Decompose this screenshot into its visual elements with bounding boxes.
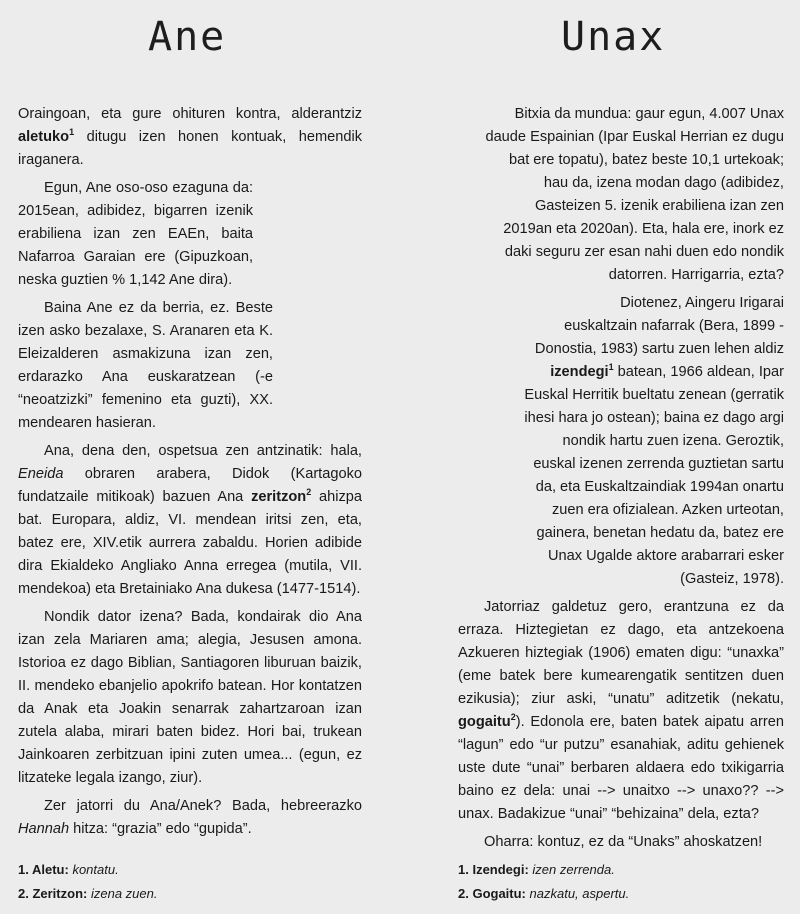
text-run: Nondik dator izena? Bada, kondairak dio Ana izan zela Mariaren ama; alegia, Jesusen amona. Istorioa ez dago Biblian, Santiagoren liburuan baizik, II. mendeko ebanjelio apokrifo batean. Hor kontatzen da Anak eta Joakin senarrak zahartzaroan izan zutela alaba, mirari baten bidez. Hori bai, trukean Jainkoaren zerbitzuan ipini zuten umea... (egun, ez litzateke legala izango, ziur). bbox=[18, 609, 362, 786]
footnote: 2. Zeritzon: izena zuen. bbox=[18, 886, 158, 901]
text-run: obraren arabera, Didok (Kartagoko fundatzaile mitikoak) bazuen Ana bbox=[18, 466, 362, 505]
bold-term: 2 bbox=[306, 487, 312, 498]
text-run: ditugu izen honen kontuak, hemendik iraganera. bbox=[18, 129, 362, 168]
footnote: 1. Aletu: kontatu. bbox=[18, 862, 119, 877]
paragraph bbox=[18, 177, 253, 292]
text-run: ahizpa bat. Europara, aldiz, VI. mendean iritsi zen, eta, batez ere, XIV.etik aurrera zabaldu. Horien adibide dira Ekialdeko Angliako Anna erregea (mutila, VII. mendekoa) eta Bretainiako Ana dukesa (1477-1514). bbox=[18, 489, 363, 597]
paragraph bbox=[458, 596, 784, 826]
text-run: hitza: “grazia” edo “gupida”. bbox=[69, 821, 252, 837]
text-run: Bitxia da mundua: gaur egun, 4.007 Unax daude Espainian (Ipar Euskal Herrian ez dugu bat ere topatu), batez beste 10,1 urtekoak; hau da, izena modan dago (adibidez, Gasteizen 5. izenik erabiliena izan zen 2019an eta 2020an). Eta, hala ere, inork ez daki seguru zer esan nahi duen edo nondik datorren. Harrigarria, ezta? bbox=[485, 106, 784, 283]
text-run: Jatorriaz galdetuz gero, erantzuna ez da erraza. Hiztegietan ez dago, eta antzekoena Azkueren hiztegiak (1906) ematen digu: “unaxka” (eme batek bere kumearengatik sentitzen duen ezikusia); ziur aski, “unatu” aditzetik (nekatu, bbox=[458, 599, 784, 707]
footnote: 2. Gogaitu: nazkatu, aspertu. bbox=[458, 886, 630, 901]
paragraph bbox=[484, 103, 784, 287]
footnotes-ane bbox=[18, 858, 157, 906]
paragraph bbox=[18, 440, 362, 601]
title-ane: Ane bbox=[148, 14, 227, 60]
bold-term: 1 bbox=[69, 127, 75, 138]
footnote: 1. Izendegi: izen zerrenda. bbox=[458, 862, 615, 877]
text-run: ). Edonola ere, baten batek aipatu arren “lagun” edo “ur putzu” esanahiak, aditu gehienek uste dute “unai” berbaren aldaera edo txikigarria baino ez dela: unai --> unaitxo --> unaxo?? --> unax. Badakizue “unai” “behizaina” dela, ezta? bbox=[458, 714, 784, 822]
text-run: Oraingoan, eta gure ohituren kontra, alderantziz bbox=[18, 106, 362, 122]
paragraph bbox=[458, 292, 784, 591]
italic-term: Eneida bbox=[18, 466, 64, 482]
bold-term: 2 bbox=[510, 712, 516, 723]
paragraph bbox=[18, 606, 362, 790]
bold-term: zeritzon bbox=[251, 489, 307, 505]
article-unax-body bbox=[458, 103, 784, 859]
text-run: Oharra: kontuz, ez da “Unaks” ahoskatzen! bbox=[484, 834, 763, 850]
text-run: Ana, dena den, ospetsua zen antzinatik: hala, bbox=[44, 443, 362, 459]
bold-term: 1 bbox=[608, 362, 614, 373]
footnotes-unax bbox=[458, 858, 629, 906]
text-run: Baina Ane ez da berria, ez. Beste izen asko bezalaxe, S. Aranaren eta K. Eleizalderen asmakizuna izan zen, erdarazko Ana euskaratzean (-e “neoatzizki” femenino eta guzti), XX. mendearen hasieran. bbox=[18, 300, 273, 431]
paragraph bbox=[18, 795, 362, 841]
text-run: Egun, Ane oso-oso ezaguna da: 2015ean, adibidez, bigarren izenik erabiliena izan zen EAEn, baita Nafarroa Garaian ere (Gipuzkoan, neska guztien % 1,142 Ane dira). bbox=[18, 180, 253, 288]
paragraph bbox=[18, 103, 362, 172]
text-run: Zer jatorri du Ana/Anek? Bada, hebreerazko bbox=[44, 798, 362, 814]
article-ane-body bbox=[18, 103, 362, 846]
bold-term: izendegi bbox=[550, 364, 609, 380]
bold-term: aletuko bbox=[18, 129, 70, 145]
text-run: Diotenez, Aingeru Irigarai euskaltzain nafarrak (Bera, 1899 - Donostia, 1983) sartu zuen lehen aldiz bbox=[534, 295, 784, 357]
italic-term: Hannah bbox=[18, 821, 70, 837]
paragraph bbox=[458, 831, 784, 854]
bold-term: gogaitu bbox=[458, 714, 511, 730]
paragraph bbox=[18, 297, 273, 435]
title-unax: Unax bbox=[561, 14, 666, 60]
text-run: batean, 1966 aldean, Ipar Euskal Herritik bueltatu zenean (gerratik ihesi hara jo ostean); baina ez dago argi nondik hartu zuen izena. Geroztik, euskal izenen zerrenda guztietan sartu da, eta Euskaltzaindiak 1994an onartu zuen era ofizialean. Azken urteotan, gainera, benetan hedatu da, batez ere Unax Ugalde aktore arabarrari esker (Gasteiz, 1978). bbox=[524, 364, 784, 587]
